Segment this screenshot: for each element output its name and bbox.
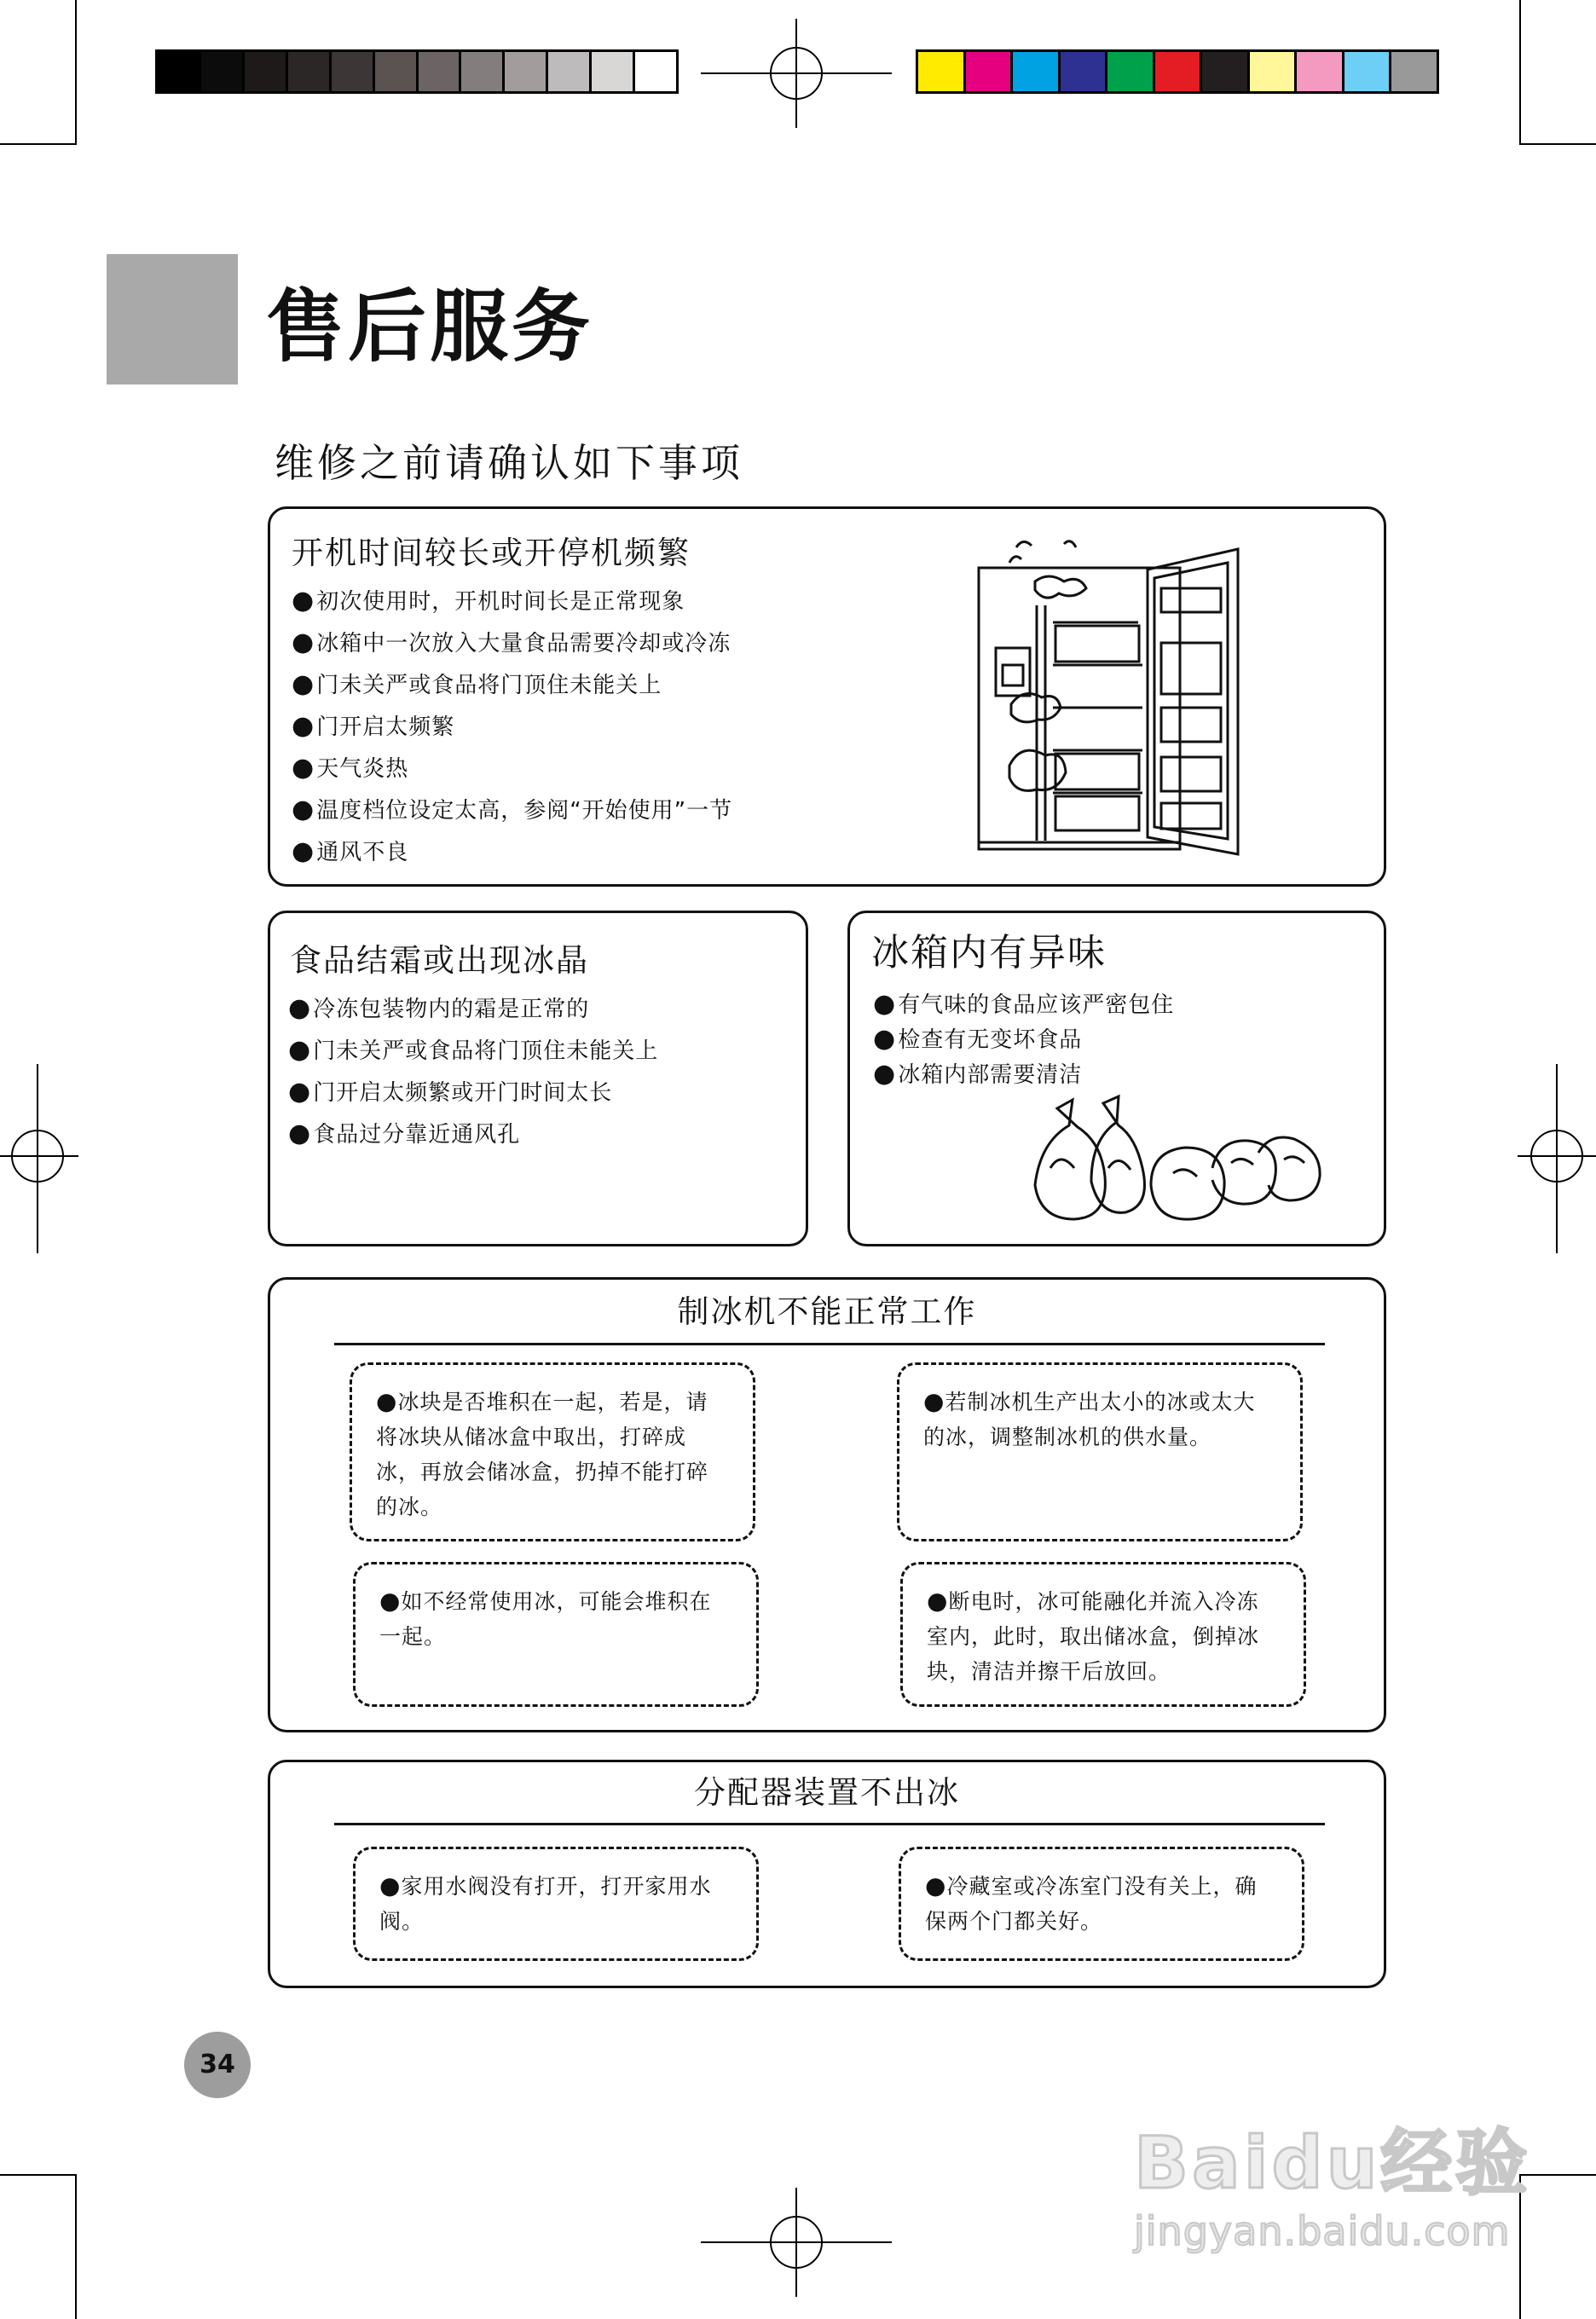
list-item: ●门未关严或食品将门顶住未能关上 xyxy=(292,669,662,699)
list-item: ●食品过分靠近通风孔 xyxy=(288,1119,521,1148)
box-long-runtime-title: 开机时间较长或开停机频繁 xyxy=(292,535,691,571)
color-swatch xyxy=(1061,52,1108,91)
dispenser-card: ●家用水阀没有打开，打开家用水阀。 xyxy=(353,1847,759,1961)
color-swatch xyxy=(1344,52,1392,91)
section-icemaker-rule xyxy=(334,1343,1325,1345)
title-color-block xyxy=(107,254,238,385)
color-swatch xyxy=(245,52,288,91)
list-item: ●初次使用时，开机时间长是正常现象 xyxy=(292,586,685,616)
section-dispenser-title: 分配器装置不出冰 xyxy=(694,1774,960,1811)
color-swatch xyxy=(1155,52,1203,91)
list-item: ●通风不良 xyxy=(292,836,409,866)
list-item: ●门未关严或食品将门顶住未能关上 xyxy=(288,1035,659,1065)
page-title: 售后服务 xyxy=(266,281,594,373)
color-swatch xyxy=(1202,52,1250,91)
list-item: ●冰箱中一次放入大量食品需要冷却或冷冻 xyxy=(292,627,732,657)
registration-target-top xyxy=(701,19,892,128)
list-item: ●天气炎热 xyxy=(292,753,409,783)
section-icemaker-title: 制冰机不能正常工作 xyxy=(677,1293,977,1330)
color-swatch xyxy=(966,52,1014,91)
color-swatch xyxy=(635,52,676,91)
list-item: ●温度档位设定太高，参阅“开始使用”一节 xyxy=(292,795,733,824)
list-item: ●冰箱内部需要清洁 xyxy=(873,1059,1083,1089)
color-swatch xyxy=(375,52,419,91)
color-swatch xyxy=(505,52,548,91)
registration-target-right xyxy=(1518,1064,1596,1253)
dispenser-card: ●冷藏室或冷冻室门没有关上，确保两个门都关好。 xyxy=(899,1847,1304,1961)
list-item: ●有气味的食品应该严密包住 xyxy=(873,989,1175,1019)
icemaker-card: ●如不经常使用冰，可能会堆积在一起。 xyxy=(353,1562,759,1707)
box-frost-title: 食品结霜或出现冰晶 xyxy=(290,942,589,979)
color-swatch xyxy=(461,52,505,91)
list-item: ●门开启太频繁 xyxy=(292,711,455,741)
box-odor-title: 冰箱内有异味 xyxy=(871,931,1107,974)
color-swatch xyxy=(288,52,332,91)
icemaker-card: ●冰块是否堆积在一起，若是，请将冰块从储冰盒中取出，打碎成冰，再放会储冰盒，扔掉不能打碎的冰。 xyxy=(350,1362,755,1541)
color-swatch xyxy=(1107,52,1155,91)
color-swatch xyxy=(1297,52,1344,91)
open-refrigerator-illustration xyxy=(972,537,1253,856)
list-item: ●检查有无变坏食品 xyxy=(873,1024,1083,1054)
color-swatch xyxy=(201,52,245,91)
icemaker-card: ●断电时，冰可能融化并流入冷冻室内，此时，取出储冰盒，倒掉冰块，清洁并擦干后放回。 xyxy=(900,1562,1306,1707)
color-calibration-bar xyxy=(916,49,1439,94)
watermark-brand: Baidu经验 xyxy=(1134,2121,1531,2205)
color-swatch xyxy=(1391,52,1437,91)
page-number: 34 xyxy=(184,2032,251,2098)
section-dispenser-rule xyxy=(334,1823,1325,1825)
list-item: ●门开启太频繁或开门时间太长 xyxy=(288,1077,613,1107)
color-swatch xyxy=(158,52,201,91)
color-swatch xyxy=(592,52,635,91)
registration-target-bottom xyxy=(701,2188,892,2297)
wrapped-food-illustration xyxy=(1023,1091,1330,1228)
color-swatch xyxy=(548,52,592,91)
grayscale-calibration-bar xyxy=(155,49,679,94)
color-swatch xyxy=(1250,52,1298,91)
color-swatch xyxy=(332,52,375,91)
watermark-url: jingyan.baidu.com xyxy=(1134,2208,1511,2254)
color-swatch xyxy=(918,52,966,91)
icemaker-card: ●若制冰机生产出太小的冰或太大的冰，调整制冰机的供水量。 xyxy=(897,1362,1303,1541)
color-swatch xyxy=(1013,52,1061,91)
registration-target-left xyxy=(0,1064,78,1253)
list-item: ●冷冻包装物内的霜是正常的 xyxy=(288,993,590,1023)
color-swatch xyxy=(419,52,462,91)
page-subtitle: 维修之前请确认如下事项 xyxy=(275,440,743,486)
